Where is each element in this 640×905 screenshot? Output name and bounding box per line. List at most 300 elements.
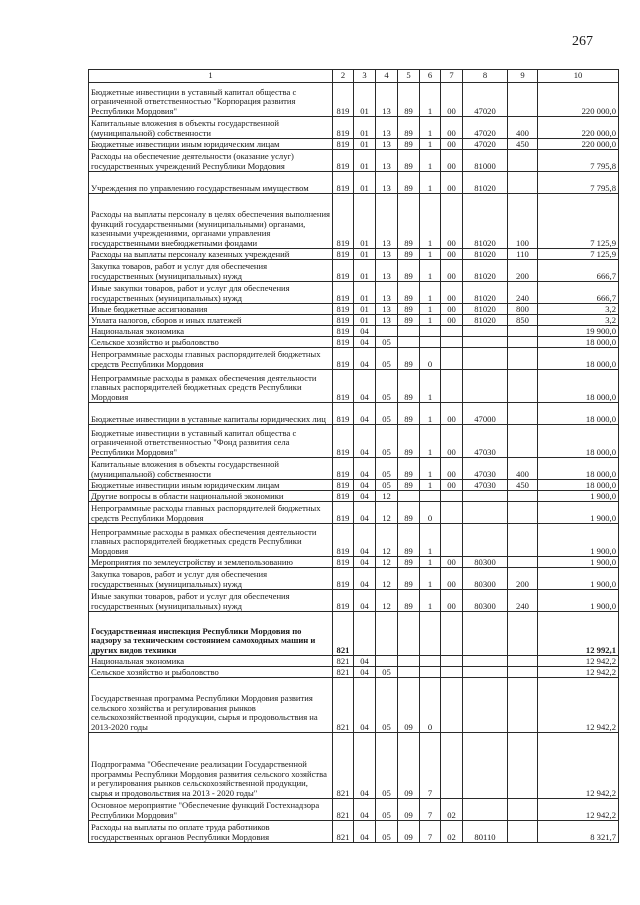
table-row	[89, 282, 619, 304]
cell-section: 04	[354, 656, 376, 667]
cell-expense-code: 81020	[463, 260, 508, 282]
cell-type-code	[508, 326, 538, 337]
cell-section: 01	[354, 315, 376, 326]
cell-expense-code: 80300	[463, 568, 508, 590]
cell-program: 89	[398, 425, 420, 458]
cell-event: 02	[441, 821, 463, 843]
cell-expense-code	[463, 370, 508, 403]
cell-type-code: 200	[508, 260, 538, 282]
header-cell-section: 3	[354, 70, 376, 83]
table-row	[89, 370, 619, 403]
cell-event: 00	[441, 139, 463, 150]
cell-section: 01	[354, 117, 376, 139]
cell-description: Расходы на выплаты по оплате труда работников государственных органов Республики Мордовия	[89, 821, 333, 843]
cell-subsection	[376, 656, 398, 667]
cell-expense-code	[463, 678, 508, 733]
table-row	[89, 326, 619, 337]
cell-subprogram	[420, 337, 441, 348]
cell-amount: 220 000,0	[538, 139, 619, 150]
header-cell-description: 1	[89, 70, 333, 83]
cell-subsection: 05	[376, 403, 398, 425]
cell-amount: 666,7	[538, 282, 619, 304]
cell-amount: 12 942,2	[538, 667, 619, 678]
cell-program: 89	[398, 568, 420, 590]
cell-subsection: 12	[376, 557, 398, 568]
cell-program: 89	[398, 150, 420, 172]
cell-subprogram: 0	[420, 348, 441, 370]
cell-section: 04	[354, 337, 376, 348]
cell-type-code: 200	[508, 568, 538, 590]
table-row	[89, 249, 619, 260]
cell-program: 89	[398, 524, 420, 557]
cell-section: 01	[354, 260, 376, 282]
cell-amount: 18 000,0	[538, 425, 619, 458]
cell-admin-code: 819	[333, 480, 354, 491]
cell-admin-code: 821	[333, 678, 354, 733]
table-header-row	[89, 70, 619, 83]
cell-admin-code: 821	[333, 656, 354, 667]
cell-program: 89	[398, 458, 420, 480]
cell-subprogram: 1	[420, 557, 441, 568]
cell-subsection: 12	[376, 568, 398, 590]
cell-subprogram: 1	[420, 425, 441, 458]
table-row	[89, 194, 619, 249]
cell-program: 89	[398, 590, 420, 612]
budget-table	[88, 69, 619, 843]
table-row	[89, 733, 619, 799]
table-row	[89, 491, 619, 502]
cell-event	[441, 656, 463, 667]
table-row	[89, 172, 619, 194]
table-row	[89, 678, 619, 733]
cell-expense-code	[463, 491, 508, 502]
cell-subsection: 05	[376, 821, 398, 843]
cell-event: 00	[441, 172, 463, 194]
cell-subsection: 13	[376, 260, 398, 282]
cell-type-code	[508, 348, 538, 370]
table-row	[89, 821, 619, 843]
cell-event: 00	[441, 403, 463, 425]
cell-amount: 3,2	[538, 315, 619, 326]
cell-subprogram: 1	[420, 458, 441, 480]
header-cell-admin-code: 2	[333, 70, 354, 83]
cell-amount: 18 000,0	[538, 337, 619, 348]
cell-subsection: 05	[376, 480, 398, 491]
cell-event: 00	[441, 557, 463, 568]
cell-program: 89	[398, 172, 420, 194]
cell-type-code: 450	[508, 139, 538, 150]
cell-section: 04	[354, 425, 376, 458]
cell-amount: 220 000,0	[538, 83, 619, 117]
cell-admin-code: 819	[333, 326, 354, 337]
cell-program: 09	[398, 678, 420, 733]
cell-admin-code: 819	[333, 403, 354, 425]
cell-description: Расходы на выплаты персоналу казенных учреждений	[89, 249, 333, 260]
cell-subprogram	[420, 612, 441, 656]
cell-subprogram: 1	[420, 315, 441, 326]
cell-program	[398, 337, 420, 348]
cell-type-code: 400	[508, 117, 538, 139]
cell-subsection: 05	[376, 337, 398, 348]
cell-section: 01	[354, 172, 376, 194]
cell-description: Мероприятия по землеустройству и землепользованию	[89, 557, 333, 568]
cell-subsection: 05	[376, 348, 398, 370]
cell-admin-code: 821	[333, 733, 354, 799]
cell-description: Непрограммные расходы в рамках обеспечения деятельности главных распорядителей бюджетных средств Республики Мордовия	[89, 524, 333, 557]
cell-admin-code: 821	[333, 821, 354, 843]
cell-expense-code	[463, 799, 508, 821]
cell-description: Учреждения по управлению государственным имуществом	[89, 172, 333, 194]
cell-expense-code: 81020	[463, 315, 508, 326]
page-number: 267	[572, 34, 593, 49]
cell-type-code	[508, 678, 538, 733]
cell-event	[441, 502, 463, 524]
cell-description: Капитальные вложения в объекты государственной (муниципальной) собственности	[89, 458, 333, 480]
cell-type-code: 110	[508, 249, 538, 260]
cell-subprogram: 1	[420, 150, 441, 172]
cell-program: 89	[398, 83, 420, 117]
cell-subsection: 13	[376, 315, 398, 326]
cell-subprogram: 1	[420, 524, 441, 557]
cell-description: Иные закупки товаров, работ и услуг для обеспечения государственных (муниципальных) нужд	[89, 282, 333, 304]
cell-amount: 8 321,7	[538, 821, 619, 843]
cell-type-code	[508, 821, 538, 843]
cell-type-code	[508, 557, 538, 568]
cell-admin-code: 819	[333, 491, 354, 502]
cell-subprogram: 1	[420, 480, 441, 491]
cell-amount: 7 125,9	[538, 194, 619, 249]
cell-description: Другие вопросы в области национальной экономики	[89, 491, 333, 502]
cell-subsection: 13	[376, 150, 398, 172]
cell-program: 89	[398, 139, 420, 150]
cell-subprogram: 1	[420, 568, 441, 590]
cell-subsection: 05	[376, 667, 398, 678]
cell-admin-code: 819	[333, 150, 354, 172]
cell-amount: 12 942,2	[538, 678, 619, 733]
cell-subsection: 05	[376, 458, 398, 480]
cell-subprogram	[420, 656, 441, 667]
cell-event	[441, 370, 463, 403]
table-row	[89, 458, 619, 480]
cell-expense-code: 81020	[463, 249, 508, 260]
cell-event: 00	[441, 83, 463, 117]
cell-subsection: 13	[376, 282, 398, 304]
cell-program: 89	[398, 315, 420, 326]
cell-event: 00	[441, 282, 463, 304]
cell-description: Государственная программа Республики Мордовия развития сельского хозяйства и регулирования рынков сельскохозяйственной продукции, сырья и продовольствия на 2013-2020 годы	[89, 678, 333, 733]
header-cell-subsection: 4	[376, 70, 398, 83]
table-row	[89, 403, 619, 425]
cell-event: 00	[441, 117, 463, 139]
cell-admin-code: 819	[333, 139, 354, 150]
cell-program: 89	[398, 348, 420, 370]
cell-type-code	[508, 150, 538, 172]
cell-subsection: 05	[376, 799, 398, 821]
cell-description: Бюджетные инвестиции в уставный капитал общества с ограниченной ответственностью "Корпорация развития Республики Мордовия"	[89, 83, 333, 117]
cell-event: 00	[441, 568, 463, 590]
cell-section: 04	[354, 480, 376, 491]
cell-admin-code: 819	[333, 337, 354, 348]
cell-amount: 1 900,0	[538, 590, 619, 612]
cell-type-code	[508, 502, 538, 524]
cell-event	[441, 733, 463, 799]
cell-expense-code: 81020	[463, 172, 508, 194]
table-row	[89, 139, 619, 150]
cell-event	[441, 337, 463, 348]
cell-event	[441, 678, 463, 733]
cell-section: 04	[354, 458, 376, 480]
header-cell-event: 7	[441, 70, 463, 83]
cell-event	[441, 524, 463, 557]
cell-subsection: 05	[376, 733, 398, 799]
cell-event: 00	[441, 304, 463, 315]
cell-subprogram	[420, 667, 441, 678]
cell-subprogram: 1	[420, 117, 441, 139]
cell-subsection: 05	[376, 678, 398, 733]
cell-description: Расходы на выплаты персоналу в целях обеспечения выполнения функций государственными (муниципальными) органами, казенными учреждениями, органами управления государственными внебюджетными фондами	[89, 194, 333, 249]
table-row	[89, 83, 619, 117]
cell-section: 01	[354, 249, 376, 260]
cell-event: 00	[441, 315, 463, 326]
cell-amount: 1 900,0	[538, 568, 619, 590]
cell-amount: 220 000,0	[538, 117, 619, 139]
table-row	[89, 315, 619, 326]
cell-subprogram: 7	[420, 821, 441, 843]
cell-subprogram: 1	[420, 194, 441, 249]
cell-subsection: 12	[376, 524, 398, 557]
cell-subsection: 13	[376, 83, 398, 117]
cell-admin-code: 819	[333, 557, 354, 568]
cell-type-code: 240	[508, 282, 538, 304]
cell-expense-code	[463, 733, 508, 799]
cell-description: Закупка товаров, работ и услуг для обеспечения государственных (муниципальных) нужд	[89, 568, 333, 590]
cell-expense-code: 80110	[463, 821, 508, 843]
cell-amount: 12 942,2	[538, 733, 619, 799]
cell-type-code	[508, 656, 538, 667]
header-cell-program: 5	[398, 70, 420, 83]
cell-admin-code: 819	[333, 502, 354, 524]
cell-expense-code	[463, 612, 508, 656]
cell-subsection: 13	[376, 117, 398, 139]
table-row	[89, 502, 619, 524]
cell-description: Бюджетные инвестиции в уставные капиталы юридических лиц	[89, 403, 333, 425]
cell-expense-code: 47030	[463, 425, 508, 458]
cell-admin-code: 819	[333, 425, 354, 458]
cell-subprogram: 1	[420, 249, 441, 260]
cell-event: 00	[441, 425, 463, 458]
cell-description: Бюджетные инвестиции иным юридическим лицам	[89, 480, 333, 491]
table-body	[89, 83, 619, 843]
cell-amount: 18 000,0	[538, 458, 619, 480]
header-cell-expense-code: 8	[463, 70, 508, 83]
table-row	[89, 304, 619, 315]
cell-subprogram: 1	[420, 304, 441, 315]
cell-type-code: 800	[508, 304, 538, 315]
cell-expense-code: 81000	[463, 150, 508, 172]
cell-admin-code: 819	[333, 83, 354, 117]
table-row	[89, 150, 619, 172]
cell-subsection: 12	[376, 590, 398, 612]
cell-expense-code	[463, 667, 508, 678]
cell-subsection: 13	[376, 249, 398, 260]
cell-expense-code: 47030	[463, 458, 508, 480]
cell-program: 89	[398, 557, 420, 568]
cell-description: Непрограммные расходы главных распорядителей бюджетных средств Республики Мордовия	[89, 502, 333, 524]
cell-admin-code: 819	[333, 304, 354, 315]
cell-description: Подпрограмма "Обеспечение реализации Государственной программы Республики Мордовия развития сельского хозяйства и регулирования рынков сельскохозяйственной продукции, сырья и продовольствия на 2013 - 2020 годы"	[89, 733, 333, 799]
cell-program: 09	[398, 821, 420, 843]
cell-event	[441, 612, 463, 656]
cell-subprogram: 7	[420, 799, 441, 821]
cell-subsection: 13	[376, 304, 398, 315]
cell-expense-code: 47020	[463, 83, 508, 117]
cell-subsection: 13	[376, 139, 398, 150]
cell-admin-code: 821	[333, 612, 354, 656]
table-row	[89, 260, 619, 282]
cell-subsection: 05	[376, 370, 398, 403]
cell-program: 89	[398, 304, 420, 315]
header-cell-amount: 10	[538, 70, 619, 83]
cell-section: 04	[354, 557, 376, 568]
cell-amount: 7 125,9	[538, 249, 619, 260]
cell-expense-code: 81020	[463, 194, 508, 249]
cell-expense-code: 47030	[463, 480, 508, 491]
cell-amount: 1 900,0	[538, 524, 619, 557]
cell-event	[441, 667, 463, 678]
cell-subprogram: 1	[420, 172, 441, 194]
cell-type-code	[508, 172, 538, 194]
cell-section	[354, 612, 376, 656]
cell-subsection	[376, 326, 398, 337]
cell-description: Иные закупки товаров, работ и услуг для обеспечения государственных (муниципальных) нужд	[89, 590, 333, 612]
table-row	[89, 524, 619, 557]
cell-description: Непрограммные расходы в рамках обеспечения деятельности главных распорядителей бюджетных средств Республики Мордовия	[89, 370, 333, 403]
cell-type-code	[508, 612, 538, 656]
cell-event: 00	[441, 194, 463, 249]
cell-program	[398, 326, 420, 337]
table-row	[89, 117, 619, 139]
cell-section: 04	[354, 799, 376, 821]
cell-type-code	[508, 491, 538, 502]
cell-subsection: 12	[376, 491, 398, 502]
cell-type-code	[508, 337, 538, 348]
cell-subsection: 12	[376, 502, 398, 524]
cell-amount: 7 795,8	[538, 150, 619, 172]
table-row	[89, 612, 619, 656]
cell-section: 04	[354, 370, 376, 403]
cell-program: 89	[398, 403, 420, 425]
cell-description: Расходы на обеспечение деятельности (оказание услуг) государственных учреждений Республики Мордовия	[89, 150, 333, 172]
cell-description: Сельское хозяйство и рыболовство	[89, 667, 333, 678]
table-row	[89, 480, 619, 491]
cell-subprogram: 0	[420, 678, 441, 733]
cell-description: Сельское хозяйство и рыболовство	[89, 337, 333, 348]
table-row	[89, 568, 619, 590]
cell-expense-code	[463, 337, 508, 348]
cell-event: 02	[441, 799, 463, 821]
cell-section: 01	[354, 194, 376, 249]
cell-type-code: 240	[508, 590, 538, 612]
cell-subprogram: 1	[420, 370, 441, 403]
cell-description: Закупка товаров, работ и услуг для обеспечения государственных (муниципальных) нужд	[89, 260, 333, 282]
cell-expense-code: 80300	[463, 590, 508, 612]
cell-amount: 12 942,2	[538, 656, 619, 667]
cell-expense-code: 47020	[463, 117, 508, 139]
cell-section: 04	[354, 502, 376, 524]
cell-program	[398, 491, 420, 502]
cell-expense-code	[463, 502, 508, 524]
cell-amount: 3,2	[538, 304, 619, 315]
table-row	[89, 667, 619, 678]
cell-admin-code: 819	[333, 458, 354, 480]
cell-admin-code: 819	[333, 260, 354, 282]
cell-subsection: 13	[376, 172, 398, 194]
cell-section: 01	[354, 150, 376, 172]
cell-description: Иные бюджетные ассигнования	[89, 304, 333, 315]
cell-type-code	[508, 799, 538, 821]
cell-amount: 1 900,0	[538, 491, 619, 502]
cell-type-code	[508, 524, 538, 557]
cell-subsection	[376, 612, 398, 656]
cell-amount: 1 900,0	[538, 557, 619, 568]
cell-admin-code: 821	[333, 667, 354, 678]
cell-type-code: 450	[508, 480, 538, 491]
cell-subprogram	[420, 491, 441, 502]
cell-section: 04	[354, 678, 376, 733]
cell-event	[441, 491, 463, 502]
cell-amount: 666,7	[538, 260, 619, 282]
cell-description: Бюджетные инвестиции иным юридическим лицам	[89, 139, 333, 150]
cell-description: Национальная экономика	[89, 326, 333, 337]
cell-subprogram: 7	[420, 733, 441, 799]
cell-description: Основное мероприятие "Обеспечение функций Гостехнадзора Республики Мордовия"	[89, 799, 333, 821]
cell-expense-code: 47000	[463, 403, 508, 425]
cell-type-code	[508, 733, 538, 799]
cell-type-code	[508, 370, 538, 403]
cell-type-code	[508, 403, 538, 425]
cell-admin-code: 819	[333, 348, 354, 370]
cell-section: 04	[354, 403, 376, 425]
cell-section: 04	[354, 590, 376, 612]
cell-subprogram: 1	[420, 590, 441, 612]
cell-section: 04	[354, 568, 376, 590]
table-row	[89, 425, 619, 458]
cell-admin-code: 819	[333, 370, 354, 403]
cell-admin-code: 819	[333, 568, 354, 590]
cell-description: Бюджетные инвестиции в уставный капитал общества с ограниченной ответственностью "Фонд развития села Республики Мордовия"	[89, 425, 333, 458]
table-row	[89, 590, 619, 612]
cell-program: 89	[398, 194, 420, 249]
cell-section: 01	[354, 304, 376, 315]
table-row	[89, 656, 619, 667]
table-row	[89, 557, 619, 568]
cell-type-code	[508, 425, 538, 458]
cell-admin-code: 819	[333, 590, 354, 612]
cell-section: 04	[354, 667, 376, 678]
cell-expense-code: 80300	[463, 557, 508, 568]
cell-type-code	[508, 83, 538, 117]
cell-amount: 1 900,0	[538, 502, 619, 524]
cell-amount: 7 795,8	[538, 172, 619, 194]
cell-subprogram: 0	[420, 502, 441, 524]
cell-amount: 18 000,0	[538, 370, 619, 403]
cell-description: Государственная инспекция Республики Мордовия по надзору за техническим состоянием самоходных машин и других видов техники	[89, 612, 333, 656]
cell-program: 89	[398, 480, 420, 491]
cell-description: Уплата налогов, сборов и иных платежей	[89, 315, 333, 326]
cell-admin-code: 819	[333, 315, 354, 326]
cell-expense-code	[463, 524, 508, 557]
cell-event: 00	[441, 249, 463, 260]
